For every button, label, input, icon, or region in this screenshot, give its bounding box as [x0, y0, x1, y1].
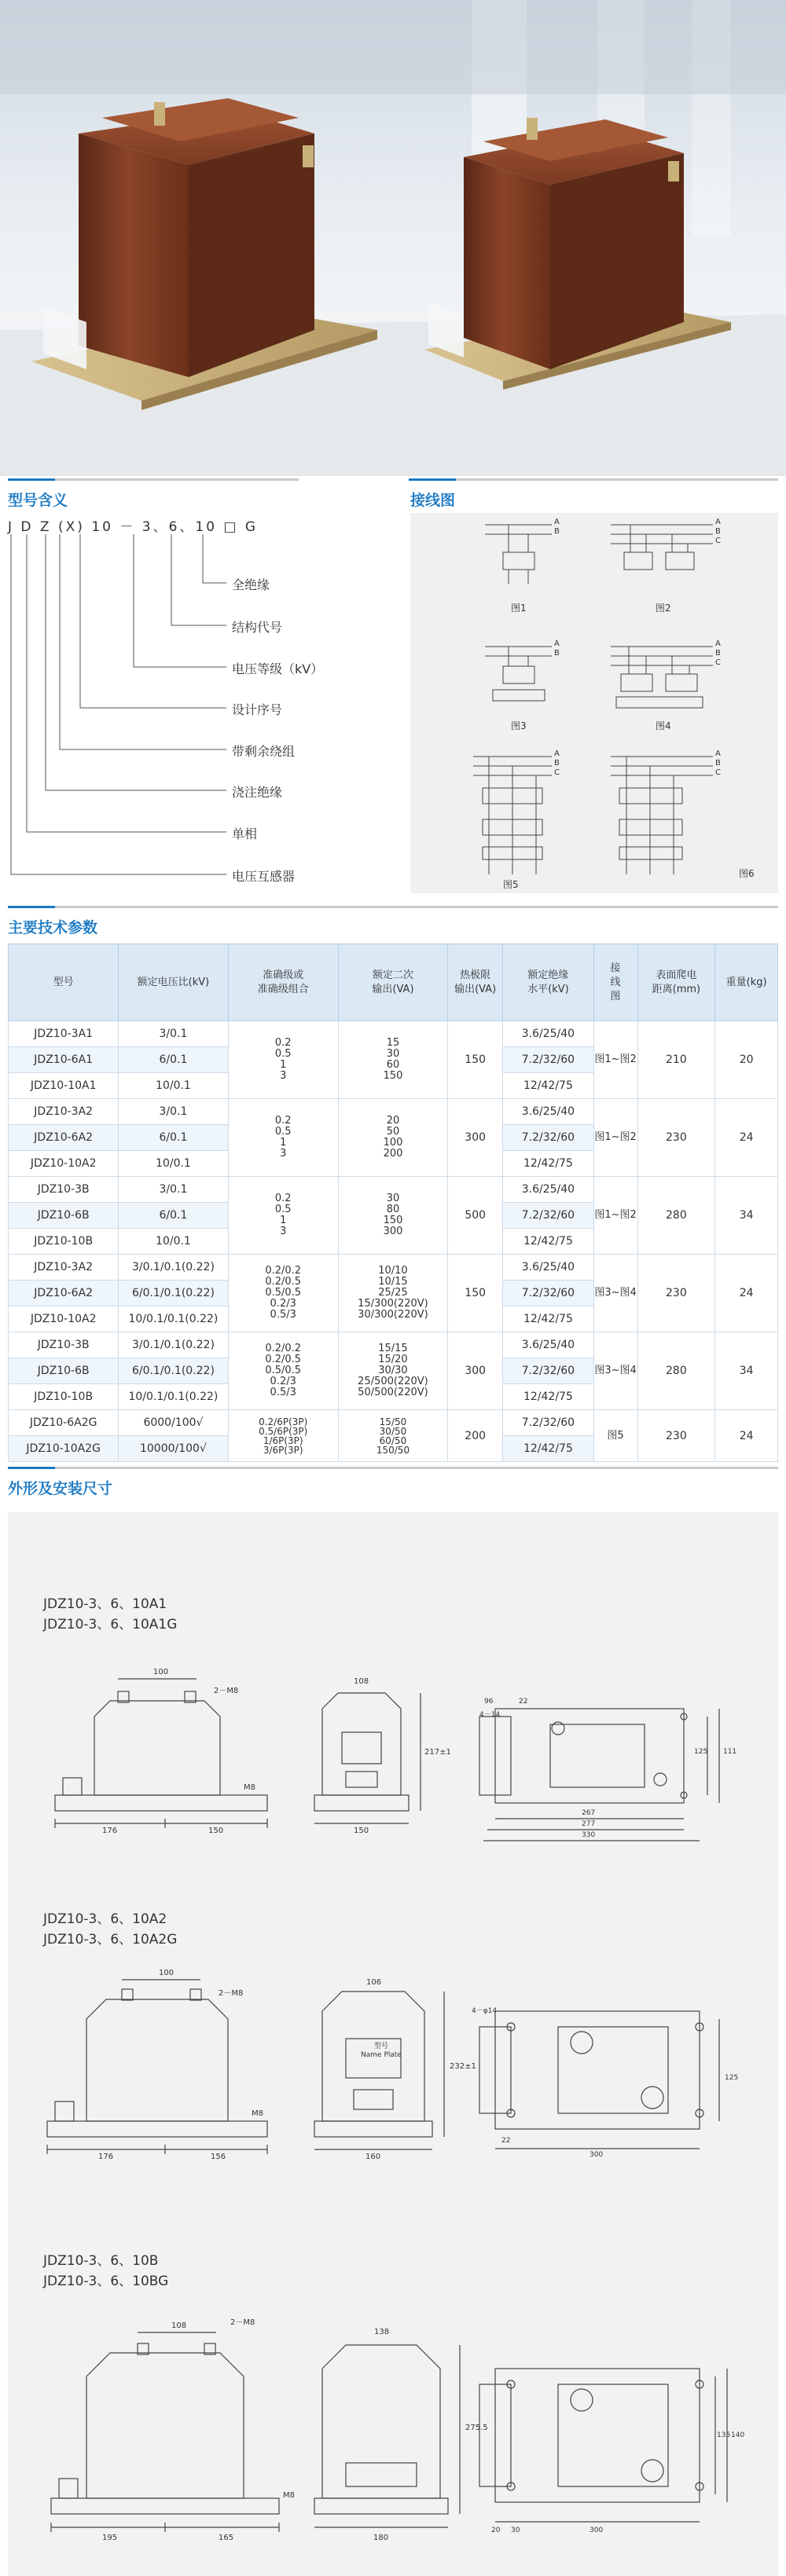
table-cell: 20	[715, 1021, 778, 1099]
table-cell	[338, 1099, 447, 1177]
accuracy-line: 1	[280, 1137, 287, 1149]
table-cell: 3/0.1	[119, 1177, 228, 1203]
phase-label: B	[715, 649, 721, 658]
secondary-line: 30	[386, 1193, 400, 1204]
accuracy-line: 1	[280, 1059, 287, 1071]
table-cell	[228, 1177, 338, 1255]
table-cell: 500	[448, 1177, 503, 1255]
accuracy-line: 3/6P(3P)	[263, 1444, 303, 1456]
code-part: 10	[91, 519, 113, 535]
code-part: －	[119, 519, 136, 535]
dim-label: 100	[153, 1668, 169, 1676]
accuracy-line: 0.5	[274, 1048, 292, 1060]
dim-label: 267	[582, 1809, 596, 1817]
secondary-line: 30/300(220V)	[358, 1309, 428, 1321]
col-header: 型号	[9, 944, 119, 1021]
table-cell: JDZ10-3A1	[9, 1021, 119, 1047]
table-cell: JDZ10-6A1	[9, 1047, 119, 1073]
table-cell: 6/0.1	[119, 1125, 228, 1151]
dim-drawing-b	[8, 2321, 778, 2557]
table-cell	[228, 1099, 338, 1177]
dim-label: 300	[590, 2151, 604, 2159]
table-cell: JDZ10-3A2	[9, 1099, 119, 1125]
section-rule	[8, 1467, 778, 1469]
dim-label: 156	[211, 2153, 226, 2161]
table-cell: 12/42/75	[503, 1151, 593, 1177]
table-cell: 10/0.1/0.1(0.22)	[119, 1384, 228, 1410]
table-cell: 230	[637, 1099, 715, 1177]
accuracy-line: 0.2/0.2	[265, 1343, 302, 1354]
figure-caption: 图4	[656, 720, 671, 731]
accuracy-line: 3	[280, 1148, 287, 1160]
accuracy-line: 0.5/6P(3P)	[259, 1425, 308, 1437]
accuracy-line: 1/6P(3P)	[263, 1435, 303, 1446]
table-cell: 34	[715, 1332, 778, 1410]
phase-label: B	[715, 759, 721, 768]
table-cell: 7.2/32/60	[503, 1410, 593, 1436]
table-cell: JDZ10-10A1	[9, 1073, 119, 1099]
col-header: 重量(kg)	[715, 944, 778, 1021]
table-cell: 300	[448, 1099, 503, 1177]
table-cell	[338, 1410, 447, 1462]
dim-label: 108	[171, 2321, 187, 2330]
table-cell: 图3~图4	[593, 1332, 637, 1410]
table-cell: JDZ10-3A2	[9, 1255, 119, 1281]
dim-label: 275.5	[465, 2424, 488, 2432]
dim-label: 300	[590, 2527, 604, 2534]
secondary-line: 10/10	[378, 1265, 408, 1277]
phase-label: C	[715, 537, 721, 545]
table-cell: 3.6/25/40	[503, 1255, 593, 1281]
phase-label: A	[715, 518, 721, 526]
wiring-title: 接线图	[410, 492, 456, 509]
dim-label: 22	[501, 2137, 511, 2145]
table-cell: 3.6/25/40	[503, 1099, 593, 1125]
dim-label: 150	[208, 1827, 224, 1835]
dim-label: 277	[582, 1820, 596, 1828]
dim-label: M8	[283, 2491, 295, 2500]
table-cell: 3/0.1	[119, 1021, 228, 1047]
dim-label: 217±1	[424, 1748, 451, 1757]
phase-label: B	[554, 649, 560, 658]
secondary-line: 80	[386, 1204, 400, 1215]
table-cell: JDZ10-10B	[9, 1384, 119, 1410]
secondary-line: 15/50	[379, 1416, 407, 1427]
legend-item: 单相	[232, 826, 258, 841]
dim-label: 111	[723, 1748, 737, 1756]
table-cell: 7.2/32/60	[503, 1047, 593, 1073]
table-cell: 3/0.1	[119, 1099, 228, 1125]
accuracy-line: 1	[280, 1215, 287, 1226]
table-cell: 200	[448, 1410, 503, 1462]
section-rule	[8, 478, 299, 481]
table-cell: 210	[637, 1021, 715, 1099]
secondary-line: 15/20	[378, 1354, 408, 1365]
dim-label: 2－M8	[230, 2318, 255, 2327]
col-header: 接 线 图	[593, 944, 637, 1021]
phase-label: A	[554, 639, 560, 648]
dim-label: 30	[511, 2527, 520, 2534]
table-cell: 10000/100√	[119, 1436, 228, 1462]
legend-item: 全绝缘	[232, 577, 270, 592]
table-cell	[228, 1255, 338, 1332]
dim-drawing-a2	[8, 1972, 778, 2176]
table-cell: 6/0.1	[119, 1047, 228, 1073]
table-row	[9, 1332, 778, 1358]
accuracy-line: 0.5	[274, 1204, 292, 1215]
dimensions-title: 外形及安装尺寸	[8, 1480, 113, 1497]
dim-label: 176	[98, 2153, 114, 2161]
table-cell: JDZ10-10A2	[9, 1151, 119, 1177]
table-cell: 图1~图2	[593, 1021, 637, 1099]
secondary-line: 15/15	[378, 1343, 408, 1354]
dim-group-title: JDZ10-3、6、10B JDZ10-3、6、10BG	[43, 2253, 169, 2289]
dim-label: 165	[219, 2534, 234, 2542]
dim-label: 135	[717, 2431, 731, 2439]
table-cell: 10/0.1	[119, 1229, 228, 1255]
accuracy-line: 0.2/6P(3P)	[259, 1416, 308, 1427]
col-header: 额定二次 输出(VA)	[338, 944, 447, 1021]
phase-label: A	[554, 518, 560, 526]
col-header: 热极限 输出(VA)	[448, 944, 503, 1021]
phase-label: C	[715, 768, 721, 777]
table-cell	[228, 1021, 338, 1099]
accuracy-line: 3	[280, 1070, 287, 1082]
phase-label: A	[715, 639, 721, 648]
section-rule	[409, 478, 778, 481]
secondary-line: 30	[386, 1048, 400, 1060]
legend-item: 浇注绝缘	[232, 785, 283, 800]
secondary-line: 30/30	[378, 1365, 408, 1376]
secondary-line: 25/25	[378, 1287, 408, 1299]
nameplate: 型号 Name Plate	[361, 2043, 402, 2059]
table-cell: JDZ10-6A2	[9, 1281, 119, 1306]
dim-label: 100	[159, 1969, 174, 1977]
table-row	[9, 1021, 778, 1047]
table-cell: 12/42/75	[503, 1306, 593, 1332]
table-cell	[228, 1410, 338, 1462]
accuracy-line: 0.2/0.5	[265, 1354, 302, 1365]
dim-label: 232±1	[450, 2062, 476, 2071]
secondary-line: 50	[386, 1126, 400, 1138]
secondary-line: 300	[383, 1226, 403, 1237]
dim-group-title: JDZ10-3、6、10A2 JDZ10-3、6、10A2G	[43, 1911, 178, 1948]
code-part: (X)	[57, 519, 85, 535]
table-cell: 3/0.1/0.1(0.22)	[119, 1332, 228, 1358]
table-cell: 230	[637, 1255, 715, 1332]
accuracy-line: 0.2	[274, 1115, 292, 1127]
dim-label: 4－φ14	[472, 2007, 498, 2015]
table-row	[9, 1255, 778, 1281]
dim-label: 125	[694, 1748, 708, 1756]
table-cell: 12/42/75	[503, 1384, 593, 1410]
col-header: 额定电压比(kV)	[119, 944, 228, 1021]
model-meaning-title: 型号含义	[8, 492, 68, 509]
figure-caption: 图3	[511, 720, 527, 731]
table-cell: 6/0.1/0.1(0.22)	[119, 1358, 228, 1384]
table-cell: 图1~图2	[593, 1099, 637, 1177]
table-cell: 6/0.1	[119, 1203, 228, 1229]
wiring-diagrams	[410, 513, 778, 893]
col-header: 额定绝缘 水平(kV)	[503, 944, 593, 1021]
accuracy-line: 0.2	[274, 1193, 292, 1204]
table-cell	[338, 1255, 447, 1332]
table-row	[9, 1177, 778, 1203]
table-cell: 12/42/75	[503, 1073, 593, 1099]
table-cell: 34	[715, 1177, 778, 1255]
secondary-line: 60	[386, 1059, 400, 1071]
section-rule	[8, 906, 778, 908]
accuracy-line: 3	[280, 1226, 287, 1237]
legend-item: 结构代号	[232, 620, 283, 635]
table-cell: 图3~图4	[593, 1255, 637, 1332]
dim-label: 125	[725, 2074, 739, 2082]
table-cell: JDZ10-6A2	[9, 1125, 119, 1151]
table-row	[9, 1099, 778, 1125]
legend-item: 电压互感器	[232, 869, 296, 884]
accuracy-line: 0.2/0.5	[265, 1276, 302, 1288]
dim-group-title: JDZ10-3、6、10A1 JDZ10-3、6、10A1G	[43, 1596, 178, 1632]
model-legend-lines	[8, 534, 244, 880]
dim-label: 96	[484, 1698, 494, 1706]
table-cell	[338, 1177, 447, 1255]
table-row	[9, 1410, 778, 1436]
phase-label: C	[715, 658, 721, 667]
dim-label: 138	[374, 2328, 390, 2336]
secondary-line: 30/50	[379, 1425, 407, 1437]
code-part: Z	[39, 519, 52, 535]
table-cell: 3.6/25/40	[503, 1177, 593, 1203]
table-cell: 280	[637, 1332, 715, 1410]
code-part: 3、6、10	[141, 519, 218, 535]
table-cell: 7.2/32/60	[503, 1125, 593, 1151]
table-cell: 12/42/75	[503, 1436, 593, 1462]
code-part: G	[244, 519, 259, 535]
accuracy-line: 0.5/0.5	[265, 1287, 302, 1299]
accuracy-line: 0.5/3	[270, 1387, 296, 1398]
model-code	[8, 515, 258, 535]
dim-label: 150	[354, 1827, 369, 1835]
table-cell: JDZ10-10B	[9, 1229, 119, 1255]
col-header: 准确级或 准确级组合	[228, 944, 338, 1021]
table-cell: 10/0.1	[119, 1151, 228, 1177]
figure-caption: 图2	[656, 603, 671, 614]
table-cell: 6000/100√	[119, 1410, 228, 1436]
table-cell: JDZ10-6A2G	[9, 1410, 119, 1436]
hero-illustration	[0, 0, 786, 476]
table-header-row	[9, 944, 778, 1021]
wiring-panel	[410, 513, 778, 893]
table-cell: 150	[448, 1255, 503, 1332]
figure-caption: 图5	[503, 879, 519, 890]
phase-label: B	[715, 527, 721, 536]
table-cell: 3.6/25/40	[503, 1021, 593, 1047]
spec-title: 主要技术参数	[8, 919, 98, 936]
hero-banner	[0, 0, 786, 476]
table-cell: 图1~图2	[593, 1177, 637, 1255]
table-cell: 7.2/32/60	[503, 1358, 593, 1384]
table-cell: JDZ10-6B	[9, 1203, 119, 1229]
secondary-line: 100	[383, 1137, 403, 1149]
secondary-line: 15/300(220V)	[358, 1298, 428, 1310]
accuracy-line: 0.2/0.2	[265, 1265, 302, 1277]
table-cell: 3/0.1/0.1(0.22)	[119, 1255, 228, 1281]
dim-label: 195	[102, 2534, 118, 2542]
figure-caption: 图1	[511, 603, 527, 614]
dim-label: 22	[519, 1698, 528, 1706]
table-cell: 10/0.1/0.1(0.22)	[119, 1306, 228, 1332]
accuracy-line: 0.2/3	[270, 1298, 296, 1310]
dim-drawing-a1	[8, 1669, 778, 1850]
code-part: □	[223, 519, 239, 535]
table-cell: JDZ10-3B	[9, 1332, 119, 1358]
table-cell: 10/0.1	[119, 1073, 228, 1099]
table-cell: JDZ10-3B	[9, 1177, 119, 1203]
dim-label: 180	[373, 2534, 389, 2542]
dim-label: 176	[102, 1827, 118, 1835]
table-cell: 300	[448, 1332, 503, 1410]
secondary-line: 150/50	[376, 1444, 410, 1456]
table-cell: 24	[715, 1099, 778, 1177]
table-cell: 6/0.1/0.1(0.22)	[119, 1281, 228, 1306]
table-cell: 150	[448, 1021, 503, 1099]
table-cell	[338, 1021, 447, 1099]
secondary-line: 50/500(220V)	[358, 1387, 428, 1398]
secondary-line: 15	[386, 1037, 400, 1049]
phase-label: B	[554, 527, 560, 536]
phase-label: B	[554, 759, 560, 768]
secondary-line: 150	[383, 1215, 403, 1226]
dim-label: 108	[354, 1677, 369, 1686]
dim-label: 4－14	[479, 1711, 501, 1719]
spec-table	[8, 944, 778, 1462]
table-cell	[228, 1332, 338, 1410]
phase-label: A	[554, 749, 560, 758]
table-cell: 24	[715, 1410, 778, 1462]
secondary-line: 10/15	[378, 1276, 408, 1288]
phase-label: C	[554, 768, 560, 777]
table-cell: JDZ10-10A2	[9, 1306, 119, 1332]
legend-item: 电压等级（kV）	[232, 661, 324, 676]
table-cell: 7.2/32/60	[503, 1203, 593, 1229]
table-cell: JDZ10-10A2G	[9, 1436, 119, 1462]
table-cell: 12/42/75	[503, 1229, 593, 1255]
secondary-line: 200	[383, 1148, 403, 1160]
secondary-line: 60/50	[379, 1435, 407, 1446]
table-cell: 图5	[593, 1410, 637, 1462]
table-cell	[338, 1332, 447, 1410]
legend-item: 带剩余绕组	[232, 744, 296, 759]
dim-label: 20	[491, 2527, 501, 2534]
table-cell: JDZ10-6B	[9, 1358, 119, 1384]
dim-label: 160	[365, 2153, 381, 2161]
table-cell: 7.2/32/60	[503, 1281, 593, 1306]
dimensions-panel	[8, 1512, 778, 2576]
secondary-line: 25/500(220V)	[358, 1376, 428, 1387]
dim-label: M8	[252, 2109, 263, 2118]
table-cell: 230	[637, 1410, 715, 1462]
table-cell: 3.6/25/40	[503, 1332, 593, 1358]
accuracy-line: 0.5/3	[270, 1309, 296, 1321]
dim-label: 140	[731, 2431, 745, 2439]
phase-label: A	[715, 749, 721, 758]
accuracy-line: 0.5/0.5	[265, 1365, 302, 1376]
dim-label: M8	[244, 1783, 255, 1792]
accuracy-line: 0.2/3	[270, 1376, 296, 1387]
table-cell: 24	[715, 1255, 778, 1332]
secondary-line: 150	[383, 1070, 403, 1082]
table-cell: 280	[637, 1177, 715, 1255]
col-header: 表面爬电 距离(mm)	[637, 944, 715, 1021]
accuracy-line: 0.2	[274, 1037, 292, 1049]
code-part: J	[8, 519, 15, 535]
dim-label: 2－M8	[219, 1989, 244, 1998]
dim-label: 106	[366, 1978, 382, 1987]
code-part: D	[20, 519, 34, 535]
dim-label: 330	[582, 1831, 596, 1839]
legend-item: 设计序号	[232, 702, 283, 717]
dim-label: 2－M8	[214, 1687, 239, 1695]
figure-caption: 图6	[739, 868, 755, 879]
secondary-line: 20	[386, 1115, 400, 1127]
accuracy-line: 0.5	[274, 1126, 292, 1138]
